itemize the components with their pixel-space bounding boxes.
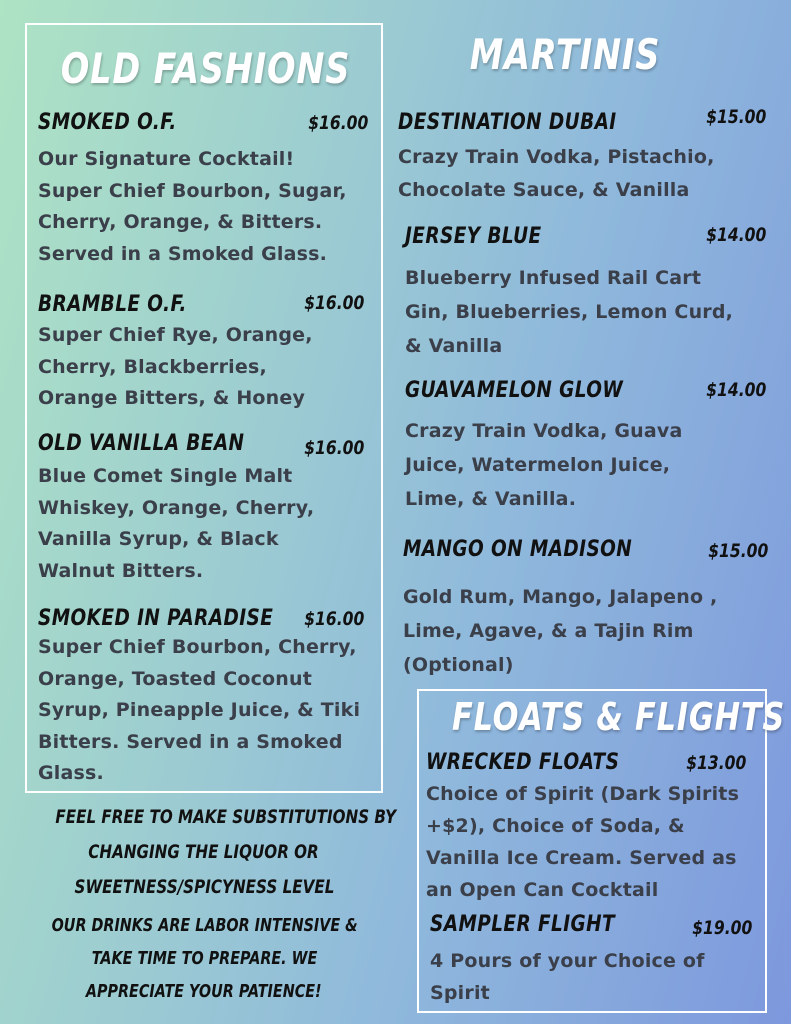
patience-note	[18, 910, 390, 1009]
item-description: Gold Rum, Mango, Jalapeno , Lime, Agave, & a Tajin Rim (Optional)	[403, 586, 718, 676]
item-name: WRECKED FLOATS	[426, 750, 620, 775]
item-name: BRAMBLE O.F.	[38, 292, 187, 317]
item-price: $16.00	[307, 112, 368, 134]
item-price: $16.00	[303, 608, 364, 630]
item-description: Super Chief Rye, Orange, Cherry, Blackberries, Orange Bitters, & Honey	[38, 324, 313, 409]
note-line: TAKE TIME TO PREPARE. WE	[91, 949, 317, 969]
floats-flights-title: FLOATS & FLIGHTS	[452, 695, 786, 739]
note-line: SWEETNESS/SPICYNESS LEVEL	[74, 877, 334, 898]
item-name: SMOKED IN PARADISE	[38, 606, 274, 631]
item-price: $16.00	[303, 437, 364, 459]
item-name: MANGO ON MADISON	[403, 537, 633, 562]
item-price: $15.00	[705, 106, 766, 128]
item-description: 4 Pours of your Choice of Spirit	[430, 950, 705, 1004]
item-price: $15.00	[707, 540, 768, 562]
item-price: $14.00	[705, 379, 766, 401]
item-description: Blue Comet Single Malt Whiskey, Orange, Cherry, Vanilla Syrup, & Black Walnut Bitters.	[38, 465, 315, 582]
old-fashions-title: OLD FASHIONS	[60, 44, 351, 93]
note-line: APPRECIATE YOUR PATIENCE!	[86, 982, 322, 1002]
item-price: $16.00	[303, 292, 364, 314]
item-name: SMOKED O.F.	[38, 110, 177, 135]
item-name: OLD VANILLA BEAN	[38, 431, 245, 456]
item-price: $13.00	[685, 752, 746, 774]
item-price: $14.00	[705, 224, 766, 246]
item-name: SAMPLER FLIGHT	[430, 912, 616, 937]
note-line: OUR DRINKS ARE LABOR INTENSIVE &	[51, 916, 358, 936]
item-description: Crazy Train Vodka, Pistachio, Chocolate Sauce, & Vanilla	[398, 146, 715, 201]
item-description: Choice of Spirit (Dark Spirits +$2), Choice of Soda, & Vanilla Ice Cream. Served as an Open Can Cocktail	[426, 783, 740, 901]
note-line: CHANGING THE LIQUOR OR	[88, 842, 320, 863]
item-price: $19.00	[691, 917, 752, 939]
martinis-title: MARTINIS	[469, 30, 661, 79]
item-name: JERSEY BLUE	[405, 224, 542, 249]
item-name: GUAVAMELON GLOW	[405, 378, 624, 403]
item-description: Blueberry Infused Rail Cart Gin, Blueberries, Lemon Curd, & Vanilla	[405, 267, 734, 357]
item-description: Super Chief Bourbon, Cherry, Orange, Toasted Coconut Syrup, Pineapple Juice, & Tiki Bitters. Served in a Smoked Glass.	[38, 636, 361, 784]
substitutions-note	[18, 800, 397, 905]
item-description: Our Signature Cocktail! Super Chief Bourbon, Sugar, Cherry, Orange, & Bitters. Served in a Smoked Glass.	[38, 148, 347, 265]
note-line: FEEL FREE TO MAKE SUBSTITUTIONS BY	[55, 807, 397, 828]
item-description: Crazy Train Vodka, Guava Juice, Watermelon Juice, Lime, & Vanilla.	[405, 420, 683, 510]
item-name: DESTINATION DUBAI	[398, 110, 617, 135]
